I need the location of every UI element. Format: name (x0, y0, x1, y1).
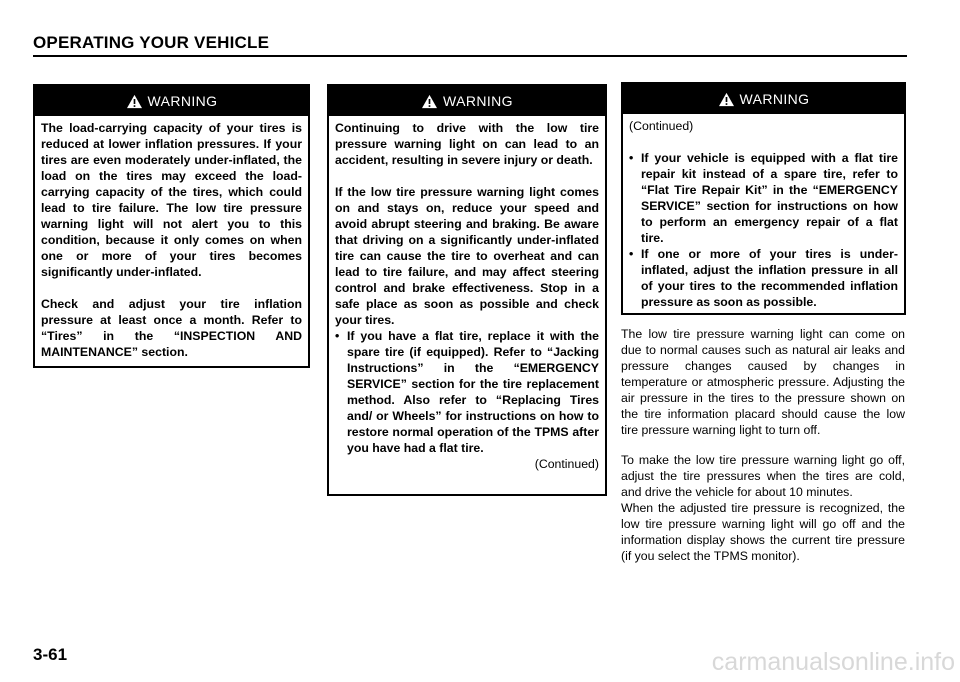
warning-body (623, 114, 904, 316)
warning-bullet (629, 246, 898, 310)
section-title: OPERATING YOUR VEHICLE (33, 33, 270, 52)
warning-title: WARNING (739, 91, 810, 107)
warning-header (623, 84, 904, 114)
warning-triangle-icon (718, 92, 735, 107)
warning-header (329, 86, 605, 116)
body-paragraph: To make the low tire pressure warning light go off, adjust the tire pressures when the tires are cold, and drive the vehicle for about 10 minutes. (621, 453, 905, 499)
warning-box-3 (621, 82, 906, 315)
warning-bullet (629, 150, 898, 246)
warning-triangle-icon (126, 94, 143, 109)
continued-label: (Continued) (629, 119, 694, 133)
bullet-text: If you have a flat tire, replace it with the spare tire (if equipped). Refer to “Jacking Instructions” in the “EMERGENCY SERVICE” section for the tire replacement method. Also refer to “Replacing Tires and/ or Wheels” for instructions on how to restore normal operation of the TPMS after you have had a flat tire. (347, 329, 599, 455)
bullet-text: If your vehicle is equipped with a flat tire repair kit instead of a spare tire, refer to “Flat Tire Repair Kit” in the “EMERGENCY SERVICE” section for instructions on how to perform an emergency repair of a flat tire. (641, 151, 898, 245)
bullet-dot-icon: • (629, 247, 634, 261)
warning-title: WARNING (443, 93, 513, 109)
warning-header (35, 86, 308, 116)
warning-paragraph: Continuing to drive with the low tire pressure warning light on can lead to an accident, resulting in severe injury or death. (335, 121, 599, 167)
warning-triangle-icon (421, 94, 438, 109)
bullet-text: If one or more of your tires is under-inflated, adjust the inflation pressure in all of your tires to the recommended inflation pressure as soon as possible. (641, 247, 898, 309)
body-paragraph: When the adjusted tire pressure is recognized, the low tire pressure warning light will go off and the information display shows the current tire pressure (if you select the TPMS monitor). (621, 501, 905, 563)
warning-paragraph: If the low tire pressure warning light comes on and stays on, reduce your speed and avoid abrupt steering and braking. Be aware that driving on a significantly under-inflated tire can cause the tire to overheat and can lead to tire failure, and may affect steering control and brake effectiveness. Stop in a safe place as soon as possible and check your tires. (335, 185, 599, 327)
body-paragraph: The low tire pressure warning light can come on due to normal causes such as natural air leaks and pressure changes caused by changes in temperature or atmospheric pressure. Adjusting the air pressure in the tires to the pressure shown on the tire information placard should cause the low tire pressure warning light to turn off. (621, 327, 905, 437)
watermark: carmanualsonline.info (711, 648, 955, 676)
warning-box-1 (33, 84, 310, 368)
bullet-dot-icon: • (629, 151, 634, 165)
warning-bullet (335, 328, 599, 456)
warning-paragraph: The load-carrying capacity of your tires is reduced at lower inflation pressures. If your tires are even moderately under-inflated, the load on the tires may exceed the load-carrying capacity of the tires, which could lead to tire failure. The low tire pressure warning light will not alert you to this condition, because it only comes on when one or more of your tires becomes significantly under-inflated. (41, 121, 302, 279)
warning-paragraph: Check and adjust your tire inflation pressure at least once a month. Refer to “Tires” in the “INSPECTION AND MAINTENANCE” section. (41, 297, 302, 359)
header-rule (33, 55, 907, 57)
body-text (621, 326, 905, 569)
warning-body (329, 116, 605, 478)
warning-title: WARNING (147, 93, 218, 109)
bullet-dot-icon: • (335, 329, 340, 343)
page-number: 3-61 (33, 645, 68, 664)
warning-box-2 (327, 84, 607, 496)
warning-body (35, 116, 308, 366)
continued-label: (Continued) (534, 457, 599, 471)
